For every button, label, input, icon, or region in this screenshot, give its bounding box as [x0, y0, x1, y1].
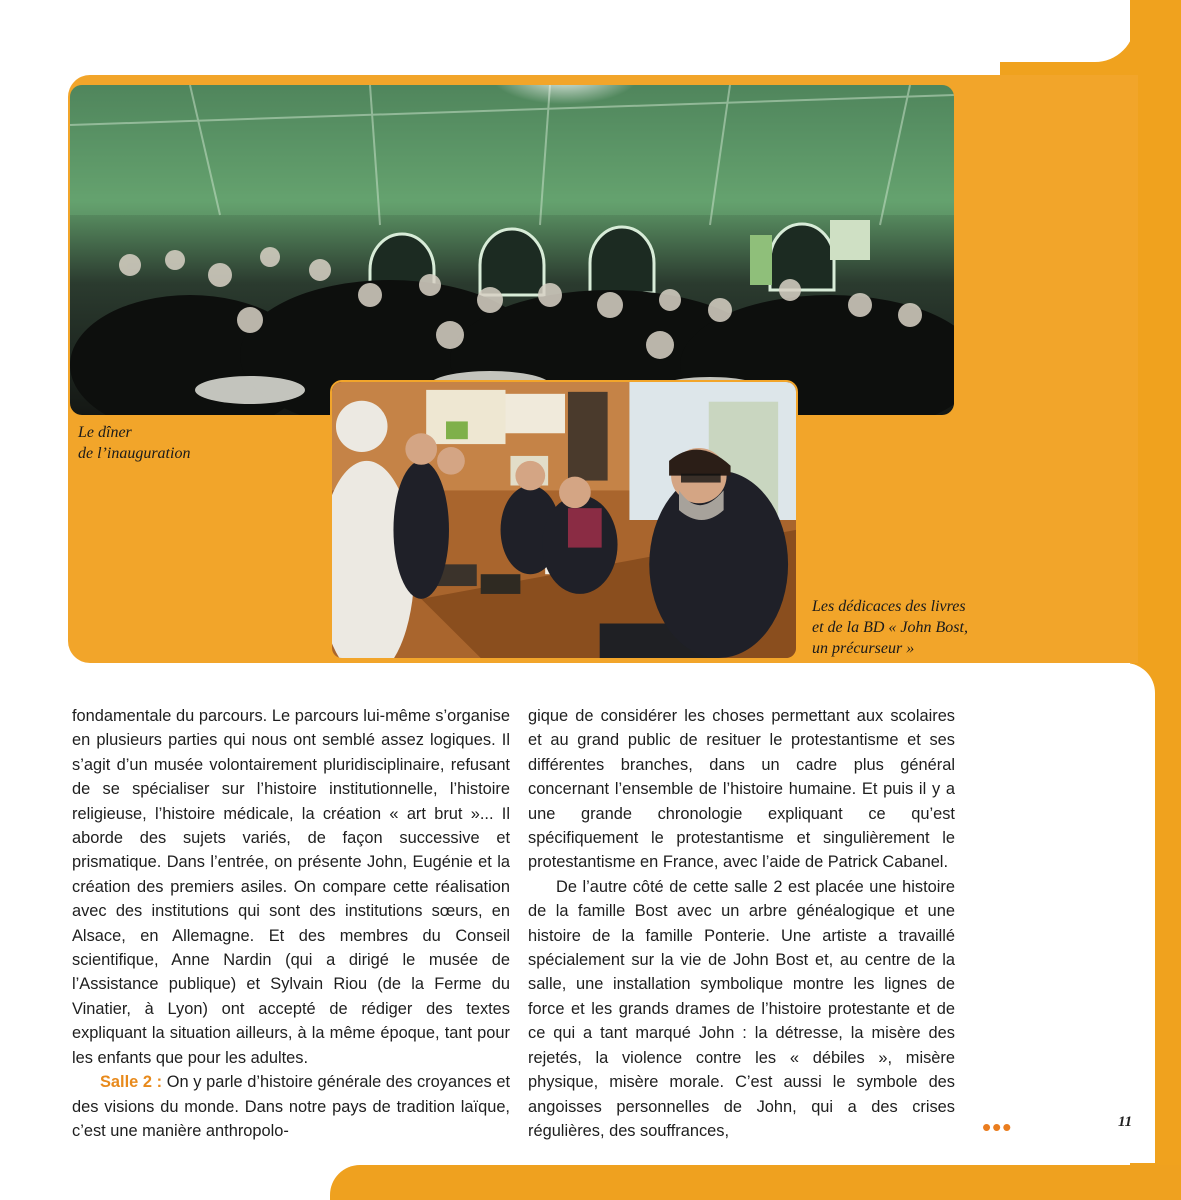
- continuation-dots: •••: [982, 1112, 1013, 1142]
- paragraph: fondamentale du parcours. Le parcours lui-même s’organise en plusieurs parties qui nous ont semblé assez logiques. Il s’agit d’un musée volontairement pluridisciplinaire, refusant de se spécialiser sur l’histoire institutionnelle, l’histoire religieuse, l’histoire médicale, la création « art brut »... Il aborde des sujets variés, de façon successive et prismatique. Dans l’entrée, on présente John, Eugénie et la création des premiers asiles. On compare cette réalisation avec des institutions qui sont des institutions sœurs, en Alsace, en Allemagne. Et des membres du Conseil scientifique, Anne Nardin (qui a dirigé le musée de l’Assistance publique) et Sylvain Riou (de la Ferme du Vinatier, à Lyon) ont accepté de rédiger des textes expliquant la situation ailleurs, à la même époque, tant pour les enfants que pour les adultes.: [72, 707, 510, 1067]
- paragraph-text: On y parle d’histoire générale des croyances et des visions du monde. Dans notre pays de tradition laïque, c’est une manière anthropolo-: [72, 1073, 511, 1140]
- caption-dinner-line: de l’inauguration: [78, 445, 191, 462]
- photo-dinner-illustration: [70, 85, 954, 415]
- caption-signing-line: Les dédicaces des livres: [812, 598, 966, 615]
- caption-signing-line: un précurseur »: [812, 640, 915, 657]
- text-column-right: [528, 704, 955, 1143]
- caption-signing: [812, 596, 968, 659]
- caption-dinner: [78, 422, 190, 464]
- salle-2-label: Salle 2 :: [100, 1073, 163, 1092]
- page-number: 11: [1118, 1114, 1133, 1130]
- text-column-left: [72, 704, 510, 1143]
- photo-dinner: [70, 85, 954, 415]
- frame-top-mask: [990, 0, 1135, 62]
- paragraph: gique de considérer les choses permettant aux scolaires et au grand public de resituer le protestantisme et ses différentes branches, dans un cadre plus général concernant l’ensemble de l’histoire humaine. Et puis il y a une grande chronologie expliquant ce qu’est spécifiquement le protestantisme et singulièrement le protestantisme en France, avec l’aide de Patrick Cabanel.: [528, 707, 955, 872]
- paragraph: De l’autre côté de cette salle 2 est placée une histoire de la famille Bost avec un arbre généalogique et une histoire de la famille Ponterie. Une artiste a travaillé spécialement sur la vie de John Bost et, au centre de la salle, une installation symbolique montre les lignes de force et les grands drames de l’histoire protestante et de ce qui a tant marqué John : la détresse, la misère des rejetés, la violence contre les « débiles », misère physique, misère morale. C’est aussi le symbole des angoisses personnelles de John, qui a des crises régulières, des souffrances,: [528, 877, 955, 1140]
- paragraph-salle-2: [72, 1070, 510, 1143]
- caption-dinner-line: Le dîner: [78, 424, 132, 441]
- bottom-accent-bar: [330, 1165, 1181, 1200]
- photo-signing-illustration: [332, 382, 796, 658]
- caption-signing-line: et de la BD « John Bost,: [812, 619, 968, 636]
- photo-book-signing: [330, 380, 798, 660]
